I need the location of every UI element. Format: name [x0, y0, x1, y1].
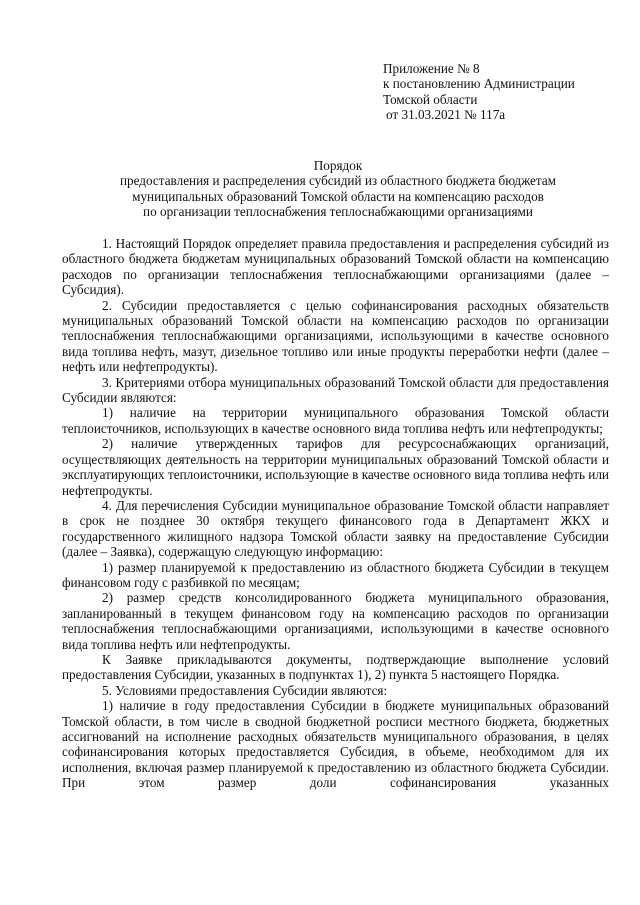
title-line-1: предоставления и распределения субсидий из областного бюджета бюджетам [119, 173, 557, 189]
title-line-2: муниципальных образований Томской области на компенсацию расходов [132, 188, 544, 204]
paragraph-4: 4. Для перечисления Субсидии муниципальное образование Томской области направляет в срок не позднее 30 октября текущего финансового года в Департамент ЖКХ и государственного жилищного надзора Томской области заявку на предоставление Субсидии (далее – Заявка), содержащую следующую информацию: [62, 497, 609, 560]
appendix-line-4: от 31.03.2021 № 117а [386, 107, 506, 123]
appendix-line-3: Томской области [383, 91, 478, 107]
appendix-line-1: Приложение № 8 [383, 61, 480, 76]
title-line-3: по организации теплоснабжения теплоснабжающими организациями [143, 204, 533, 220]
appendix-line-2: к постановлению Администрации [383, 76, 575, 92]
paragraph-4-item-1: 1) размер планируемой к предоставлению из областного бюджета Субсидии в текущем финансовом году с разбивкой по месяцам; [62, 559, 609, 590]
appendix-header [383, 61, 623, 123]
paragraph-3-item-2: 2) наличие утвержденных тарифов для ресурсоснабжающих организаций, осуществляющих деятельность на территории муниципальных образований Томской области и эксплуатирующих теплоисточники, использующие в качестве основного вида топлива нефть или нефтепродукты. [62, 436, 609, 498]
paragraph-1: 1. Настоящий Порядок определяет правила предоставления и распределения субсидий из областного бюджета бюджетам муниципальных образований Томской области на компенсацию расходов по организации теплоснабжения теплоснабжающими организациями (далее – Субсидия). [62, 236, 609, 298]
paragraph-4-attachment: К Заявке прикладываются документы, подтверждающие выполнение условий предоставления Субсидии, указанных в подпунктах 1), 2) пункта 5 настоящего Порядка. [62, 651, 609, 683]
paragraph-5: 5. Условиями предоставления Субсидии являются: [102, 682, 388, 698]
paragraph-4-item-2: 2) размер средств консолидированного бюджета муниципального образования, запланированный в текущем финансовом году на компенсацию расходов по организации теплоснабжения теплоснабжающими организациями, использующими в качестве основного вида топлива нефть или нефтепродукты. [62, 590, 609, 652]
paragraph-3-item-1: 1) наличие на территории муниципального образования Томской области теплоисточников, использующих в качестве основного вида топлива нефть или нефтепродукты; [62, 405, 609, 436]
document-title [50, 158, 626, 220]
paragraph-5-item-1: 1) наличие в году предоставления Субсидии в бюджете муниципальных образований Томской области, в том числе в сводной бюджетной росписи местного бюджета, бюджетных ассигнований на исполнение расходных обязательств муниципального образования, в целях софинансирования которых предоставляется Субсидия, в объеме, необходимом для их исполнения, включая размер планируемой к предоставлению из областного бюджета Субсидии. При этом размер доли софинансирования указанных [62, 698, 609, 791]
paragraph-3: 3. Критериями отбора муниципальных образований Томской области для предоставления Субсидии являются: [62, 374, 609, 406]
paragraph-2: 2. Субсидии предоставляется с целью софинансирования расходных обязательств муниципальных образований Томской области на компенсацию расходов по организации теплоснабжения теплоснабжающими организациями, использующими в качестве основного вида топлива нефть, мазут, дизельное топливо или иные продукты переработки нефти (далее – нефть или нефтепродукты). [62, 297, 609, 375]
document-body [62, 236, 609, 791]
title-heading: Порядок [313, 158, 363, 173]
